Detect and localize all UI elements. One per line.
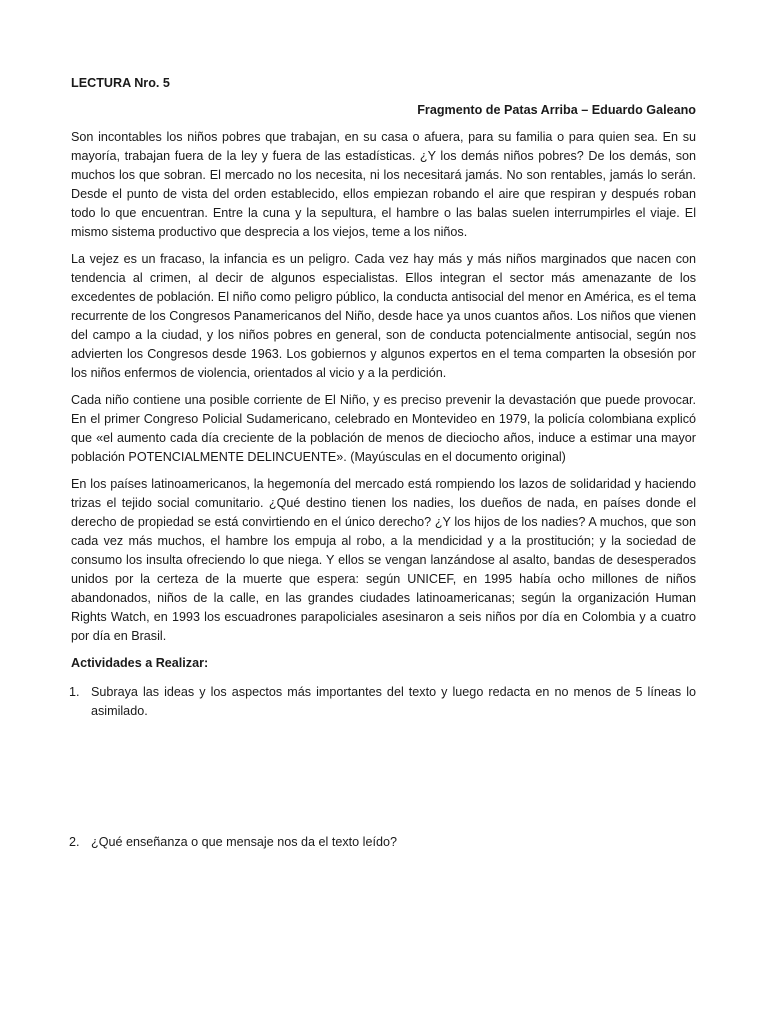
activities-heading: Actividades a Realizar:	[71, 656, 209, 670]
activities-list	[71, 683, 696, 852]
paragraph-2: La vejez es un fracaso, la infancia es un peligro. Cada vez hay más y más niños marginados que nacen con tendencia al crimen, al decir de algunos especialistas. Ellos integran el sector más amenazante de los excedentes de población. El niño como peligro público, la conducta antisocial del menor en América, es el tema recurrente de los Congresos Panamericanos del Niño, desde hace ya unos cuantos años. Los niños que vienen del campo a la ciudad, y los niños pobres en general, son de conducta potencialmente antisocial, según nos advierten los Congresos desde 1963. Los gobiernos y algunos expertos en el tema comparten la obsesión por los niños enfermos de violencia, orientados al vicio y a la perdición.	[71, 252, 696, 380]
paragraph-3: Cada niño contiene una posible corriente de El Niño, y es preciso prevenir la devastación que puede provocar. En el primer Congreso Policial Sudamericano, celebrado en Montevideo en 1979, la policía colombiana explicó que «el aumento cada día creciente de la población de menos de dieciocho años, induce a estimar una mayor población POTENCIALMENTE DELINCUENTE». (Mayúsculas en el documento original)	[71, 393, 696, 464]
activity-text: Subraya las ideas y los aspectos más importantes del texto y luego redacta en no menos de 5 líneas lo asimilado.	[91, 685, 696, 718]
paragraph-4: En los países latinoamericanos, la hegemonía del mercado está rompiendo los lazos de solidaridad y haciendo trizas el tejido social comunitario. ¿Qué destino tienen los nadies, los dueños de nada, en países donde el derecho de propiedad se está convirtiendo en el único derecho? ¿Y los hijos de los nadies? A muchos, que son cada vez más muchos, el hambre los empuja al robo, a la mendicidad y a la prostitución; y la sociedad de consumo los insulta ofreciendo lo que niega. Y ellos se vengan lanzándose al asalto, bandas de desesperados unidos por la certeza de la muerte que espera: según UNICEF, en 1995 había ocho millones de niños abandonados, niños de la calle, en las grandes ciudades latinoamericanas; según la organización Human Rights Watch, en 1993 los escuadrones parapoliciales asesinaron a seis niños por día en Colombia y a cuatro por día en Brasil.	[71, 477, 696, 643]
activity-number: 1.	[69, 685, 80, 699]
fragment-source: Fragmento de Patas Arriba – Eduardo Galeano	[417, 103, 696, 117]
lectura-title: LECTURA Nro. 5	[71, 76, 170, 90]
paragraph-1: Son incontables los niños pobres que trabajan, en su casa o afuera, para su familia o para quien sea. En su mayoría, trabajan fuera de la ley y fuera de las estadísticas. ¿Y los demás niños pobres? De los demás, son muchos los que sobran. El mercado no los necesita, ni los necesitará jamás. No son rentables, jamás lo serán. Desde el punto de vista del orden establecido, ellos empiezan robando el aire que respiran y después roban todo lo que encuentran. Entre la cuna y la sepultura, el hambre o las balas suelen interrumpirles el viaje. El mismo sistema productivo que desprecia a los viejos, teme a los niños.	[71, 130, 696, 239]
activity-item-2	[71, 833, 696, 852]
activity-text: ¿Qué enseñanza o que mensaje nos da el texto leído?	[91, 835, 397, 849]
activity-item-1	[71, 683, 696, 833]
activity-number: 2.	[69, 835, 80, 849]
